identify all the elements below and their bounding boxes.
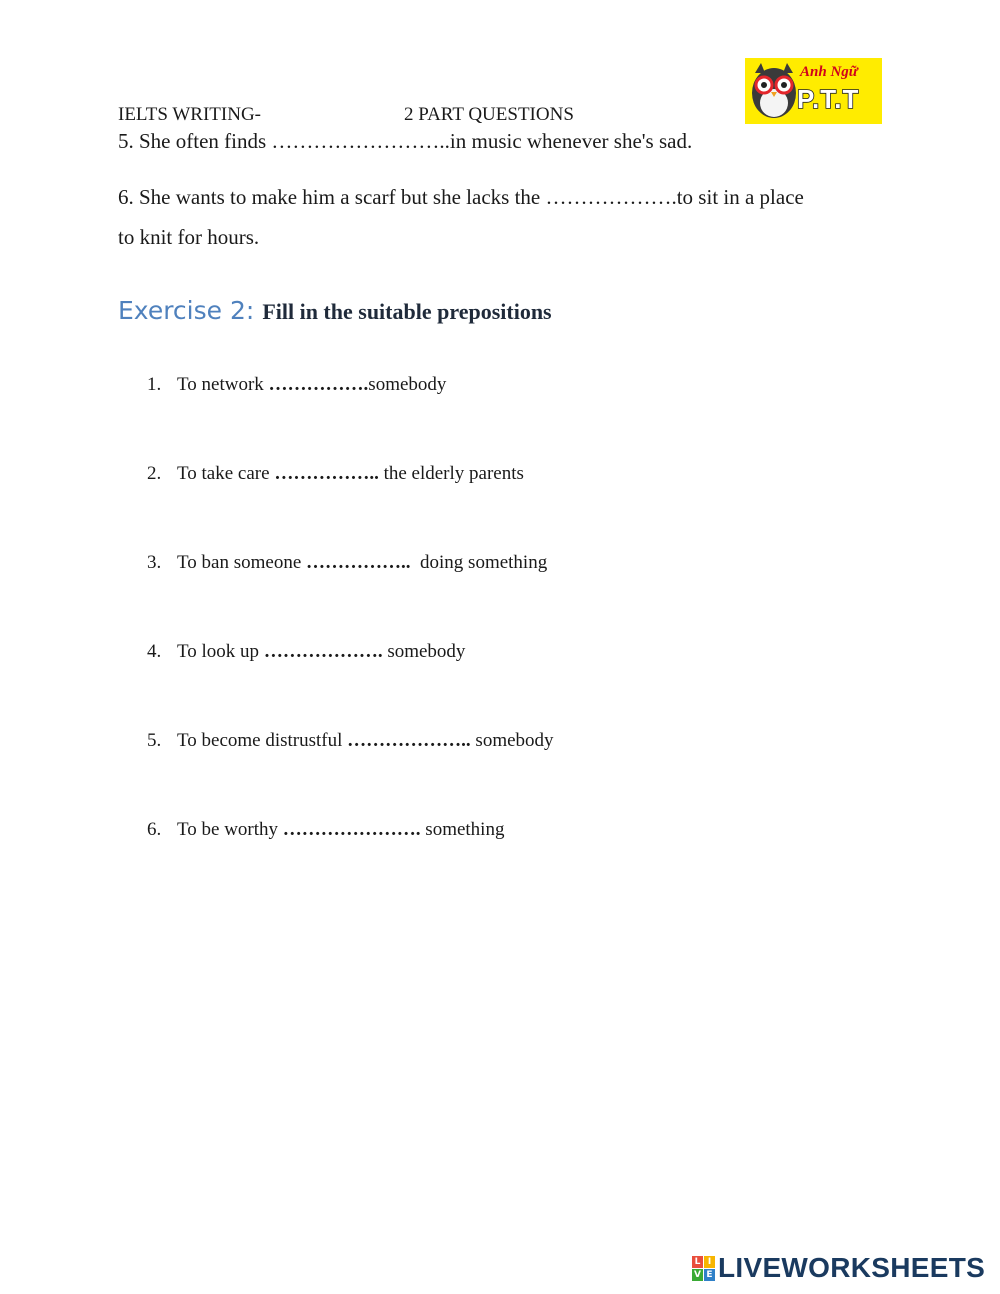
brand-mark-letter: I xyxy=(704,1256,715,1268)
item-blank[interactable]: …………………. xyxy=(282,819,421,840)
item-text: To network xyxy=(177,374,269,395)
item-text-after: somebody xyxy=(368,374,447,395)
brand-text: LIVEWORKSHEETS xyxy=(718,1252,986,1283)
exercise-2-instruction: Fill in the suitable prepositions xyxy=(262,299,552,324)
item-text-after: something xyxy=(420,819,505,840)
item-number: 6. xyxy=(147,819,162,840)
exercise-2-heading xyxy=(118,296,552,325)
item-blank[interactable]: …………….. xyxy=(306,552,411,573)
logo-main-text: P.T.T xyxy=(797,84,860,114)
list-item xyxy=(147,730,554,752)
item-blank[interactable]: ……………….. xyxy=(347,730,471,751)
item-number: 4. xyxy=(147,641,162,662)
brand-mark-letter: E xyxy=(704,1269,715,1281)
brand-logo-icon xyxy=(692,1256,715,1281)
item-text-after: somebody xyxy=(382,641,466,662)
list-item xyxy=(147,463,524,485)
item-text: To be worthy xyxy=(177,819,283,840)
header-title: IELTS WRITING- xyxy=(118,104,262,125)
item-number: 3. xyxy=(147,552,162,573)
brand-mark-letter: V xyxy=(692,1269,703,1281)
school-logo xyxy=(745,58,882,124)
item-text-after: the elderly parents xyxy=(378,463,524,484)
header-subtitle: 2 PART QUESTIONS xyxy=(404,104,574,125)
item-text-after: somebody xyxy=(470,730,554,751)
item-number: 5. xyxy=(147,730,162,751)
list-item xyxy=(147,641,465,663)
item-text: To become distrustful xyxy=(177,730,348,751)
item-text: To look up xyxy=(177,641,264,662)
item-text-after: doing something xyxy=(410,552,548,573)
item-blank[interactable]: …………….. xyxy=(274,463,379,484)
liveworksheets-brand[interactable] xyxy=(692,1253,985,1283)
brand-mark-letter: L xyxy=(692,1256,703,1268)
item-number: 1. xyxy=(147,374,162,395)
list-item xyxy=(147,374,446,396)
question-6-line-1: 6. She wants to make him a scarf but she lacks the ……………….to sit in a place xyxy=(118,185,804,209)
logo-script-text: Anh Ngữ xyxy=(800,64,858,80)
list-item xyxy=(147,552,547,574)
item-blank[interactable]: ……………. xyxy=(268,374,369,395)
item-text: To take care xyxy=(177,463,275,484)
item-text: To ban someone xyxy=(177,552,307,573)
item-number: 2. xyxy=(147,463,162,484)
item-blank[interactable]: ………………. xyxy=(263,641,383,662)
question-6-line-2: to knit for hours. xyxy=(118,225,260,249)
owl-icon xyxy=(749,61,799,121)
list-item xyxy=(147,819,504,841)
exercise-2-label: Exercise 2: xyxy=(118,296,255,325)
question-5: 5. She often finds ……………………..in music whenever she's sad. xyxy=(118,129,693,153)
